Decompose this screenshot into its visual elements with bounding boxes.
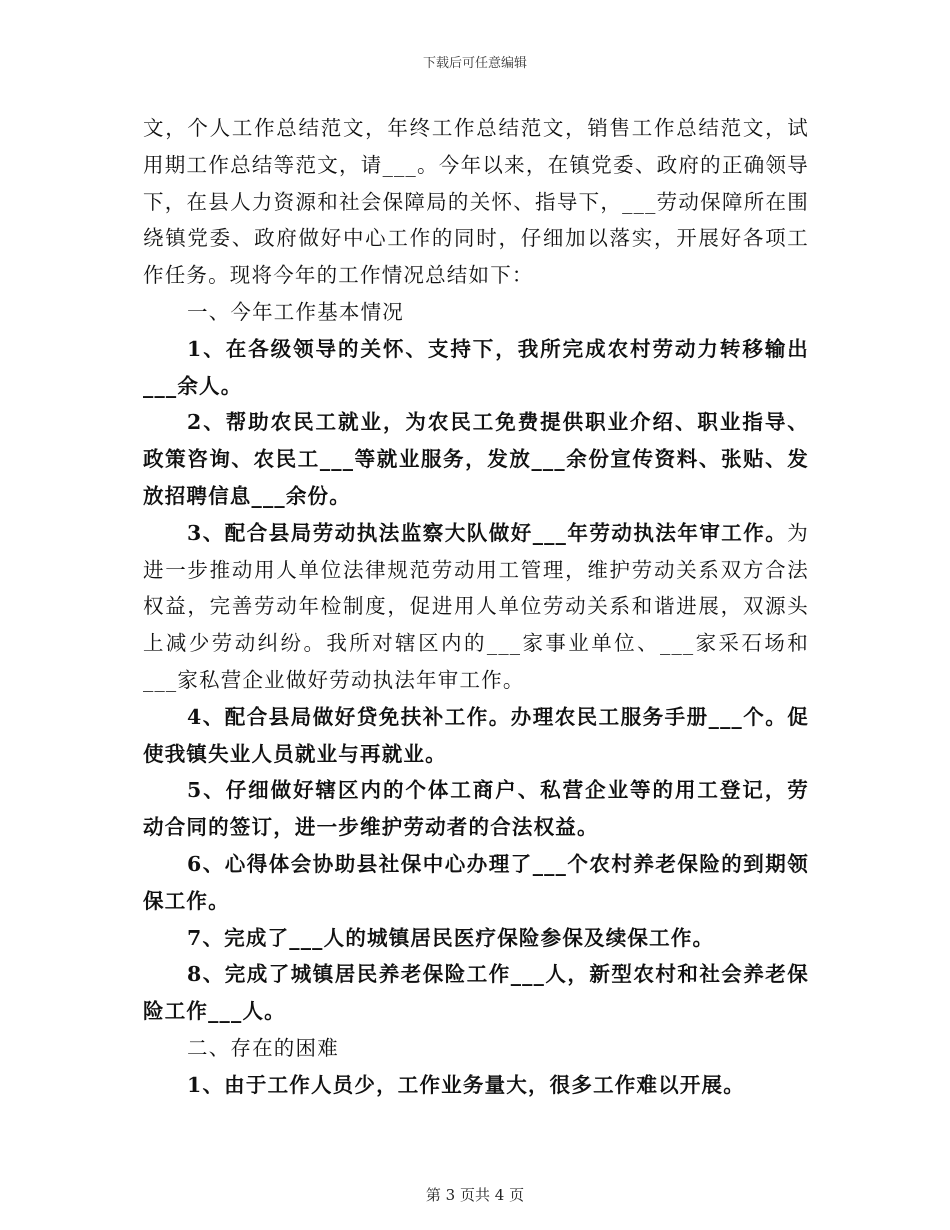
difficulty-item-1: 1、由于工作人员少，工作业务量大，很多工作难以开展。 — [187, 1072, 745, 1097]
list-item-1: 1、在各级领导的关怀、支持下，我所完成农村劳动力转移输出___余人。 — [143, 336, 809, 398]
intro-paragraph: 文，个人工作总结范文，年终工作总结范文，销售工作总结范文，试用期工作总结等范文，请___。今年以来，在镇党委、政府的正确领导下，在县人力资源和社会保障局的关怀、指导下，___劳动保障所在围绕镇党委、政府做好中心工作的同时，仔细加以落实，开展好各项工作任务。现将今年的工作情况总结如下： — [143, 116, 809, 288]
section-heading-1: 一、今年工作基本情况 — [187, 299, 404, 324]
document-body — [143, 110, 809, 1104]
list-item-3-lead: 3、配合县局劳动执法监察大队做好___年劳动执法年审工作。 — [187, 520, 788, 545]
list-item-7: 7、完成了___人的城镇居民医疗保险参保及续保工作。 — [187, 925, 715, 950]
list-item-8: 8、完成了城镇居民养老保险工作___人，新型农村和社会养老保险工作___人。 — [143, 962, 809, 1024]
section-heading-2: 二、存在的困难 — [187, 1035, 339, 1060]
list-item-3-detail: 为进一步推动用人单位法律规范劳动用工管理，维护劳动关系双方合法权益，完善劳动年检制度，促进用人单位劳动关系和谐进展，双源头上减少劳动纠纷。我所对辖区内的___家事业单位、___家采石场和___家私营企业做好劳动执法年审工作。 — [143, 520, 809, 692]
page-header: 下载后可任意编辑 — [422, 56, 527, 71]
list-item-5: 5、仔细做好辖区内的个体工商户、私营企业等的用工登记，劳动合同的签订，进一步维护劳动者的合法权益。 — [143, 778, 809, 840]
list-item-6: 6、心得体会协助县社保中心办理了___个农村养老保险的到期领保工作。 — [143, 851, 809, 913]
list-item-3 — [143, 515, 809, 699]
page-footer: 第 3 页共 4 页 — [425, 1186, 525, 1204]
list-item-2: 2、帮助农民工就业，为农民工免费提供职业介绍、职业指导、政策咨询、农民工___等就业服务，发放___余份宣传资料、张贴、发放招聘信息___余份。 — [143, 410, 809, 508]
list-item-4: 4、配合县局做好贷免扶补工作。办理农民工服务手册___个。促使我镇失业人员就业与再就业。 — [143, 704, 809, 766]
